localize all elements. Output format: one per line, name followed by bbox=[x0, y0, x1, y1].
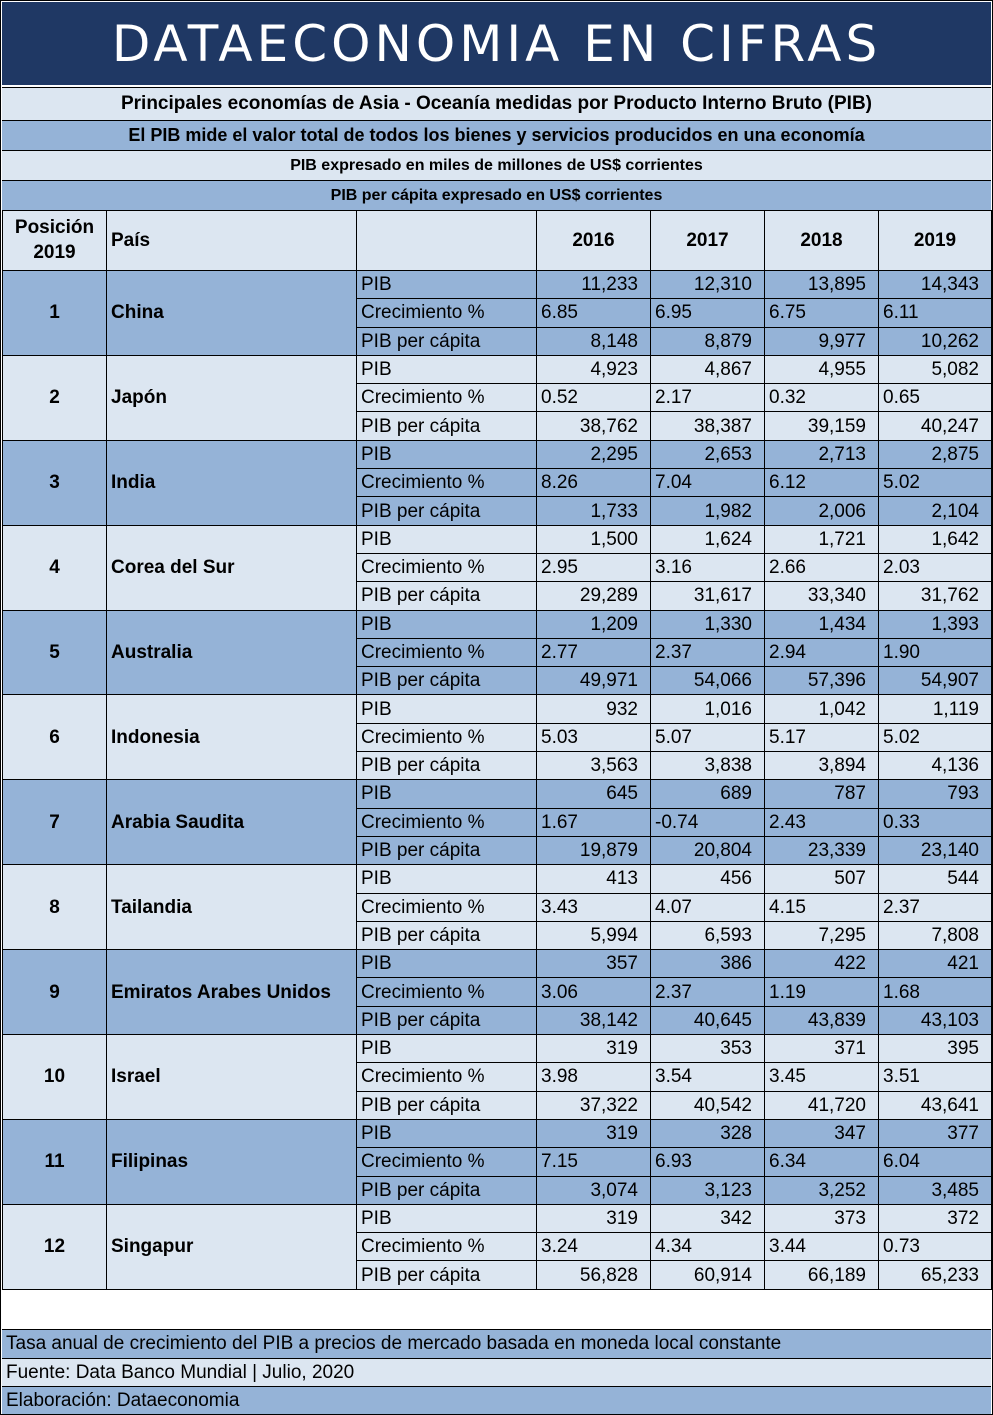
position-cell: 11 bbox=[3, 1119, 107, 1204]
table-row bbox=[3, 355, 992, 383]
table-row bbox=[3, 780, 992, 808]
value-cell: 1,500 bbox=[537, 525, 651, 553]
metric-label: PIB bbox=[357, 1119, 537, 1147]
header-position: Posición 2019 bbox=[3, 211, 107, 271]
metric-label: Crecimiento % bbox=[357, 1063, 537, 1091]
metric-label: PIB per cápita bbox=[357, 1006, 537, 1034]
value-cell: 3,123 bbox=[651, 1176, 765, 1204]
footer-source: Fuente: Data Banco Mundial | Julio, 2020 bbox=[2, 1358, 991, 1386]
value-cell: 41,720 bbox=[765, 1091, 879, 1119]
position-cell: 2 bbox=[3, 355, 107, 440]
value-cell: 2.66 bbox=[765, 553, 879, 581]
value-cell: 2,104 bbox=[879, 497, 992, 525]
value-cell: 7,295 bbox=[765, 921, 879, 949]
position-cell: 8 bbox=[3, 865, 107, 950]
position-cell: 4 bbox=[3, 525, 107, 610]
value-cell: 2.37 bbox=[651, 978, 765, 1006]
metric-label: Crecimiento % bbox=[357, 1148, 537, 1176]
value-cell: 2.03 bbox=[879, 553, 992, 581]
value-cell: 357 bbox=[537, 950, 651, 978]
position-cell: 12 bbox=[3, 1204, 107, 1289]
country-cell: Arabia Saudita bbox=[107, 780, 357, 865]
value-cell: 7,808 bbox=[879, 921, 992, 949]
value-cell: 3.98 bbox=[537, 1063, 651, 1091]
value-cell: 4,955 bbox=[765, 355, 879, 383]
value-cell: 1,434 bbox=[765, 610, 879, 638]
metric-label: PIB bbox=[357, 271, 537, 299]
value-cell: 386 bbox=[651, 950, 765, 978]
value-cell: 328 bbox=[651, 1119, 765, 1147]
value-cell: 6.95 bbox=[651, 299, 765, 327]
value-cell: 372 bbox=[879, 1204, 992, 1232]
metric-label: Crecimiento % bbox=[357, 638, 537, 666]
value-cell: 5.02 bbox=[879, 469, 992, 497]
country-cell: Emiratos Arabes Unidos bbox=[107, 950, 357, 1035]
table-row bbox=[3, 865, 992, 893]
value-cell: 3.06 bbox=[537, 978, 651, 1006]
position-cell: 7 bbox=[3, 780, 107, 865]
value-cell: 377 bbox=[879, 1119, 992, 1147]
country-cell: Japón bbox=[107, 355, 357, 440]
metric-label: PIB per cápita bbox=[357, 327, 537, 355]
value-cell: 43,839 bbox=[765, 1006, 879, 1034]
value-cell: 7.04 bbox=[651, 469, 765, 497]
value-cell: 37,322 bbox=[537, 1091, 651, 1119]
value-cell: 0.52 bbox=[537, 384, 651, 412]
metric-label: PIB per cápita bbox=[357, 1176, 537, 1204]
value-cell: 4.15 bbox=[765, 893, 879, 921]
value-cell: 38,387 bbox=[651, 412, 765, 440]
value-cell: 1,209 bbox=[537, 610, 651, 638]
metric-label: PIB per cápita bbox=[357, 1091, 537, 1119]
header-year: 2019 bbox=[879, 211, 992, 271]
header-year: 2016 bbox=[537, 211, 651, 271]
value-cell: 2.77 bbox=[537, 638, 651, 666]
value-cell: 6.93 bbox=[651, 1148, 765, 1176]
value-cell: 1,016 bbox=[651, 695, 765, 723]
value-cell: 54,907 bbox=[879, 667, 992, 695]
value-cell: 0.33 bbox=[879, 808, 992, 836]
value-cell: 413 bbox=[537, 865, 651, 893]
metric-label: Crecimiento % bbox=[357, 384, 537, 412]
value-cell: 5,994 bbox=[537, 921, 651, 949]
header-year: 2017 bbox=[651, 211, 765, 271]
metric-label: PIB bbox=[357, 950, 537, 978]
value-cell: 40,542 bbox=[651, 1091, 765, 1119]
metric-label: PIB per cápita bbox=[357, 497, 537, 525]
value-cell: 3,894 bbox=[765, 752, 879, 780]
value-cell: 14,343 bbox=[879, 271, 992, 299]
value-cell: 1.19 bbox=[765, 978, 879, 1006]
position-cell: 1 bbox=[3, 271, 107, 356]
value-cell: 2,006 bbox=[765, 497, 879, 525]
value-cell: 43,641 bbox=[879, 1091, 992, 1119]
country-cell: China bbox=[107, 271, 357, 356]
unit-note-pib: PIB expresado en miles de millones de US$ corrientes bbox=[2, 150, 991, 180]
value-cell: 1.90 bbox=[879, 638, 992, 666]
value-cell: 6.75 bbox=[765, 299, 879, 327]
table-row bbox=[3, 950, 992, 978]
position-cell: 5 bbox=[3, 610, 107, 695]
value-cell: 342 bbox=[651, 1204, 765, 1232]
country-cell: Australia bbox=[107, 610, 357, 695]
value-cell: 3,838 bbox=[651, 752, 765, 780]
value-cell: 421 bbox=[879, 950, 992, 978]
value-cell: 3,485 bbox=[879, 1176, 992, 1204]
value-cell: 3.51 bbox=[879, 1063, 992, 1091]
metric-label: PIB bbox=[357, 1035, 537, 1063]
value-cell: 1,982 bbox=[651, 497, 765, 525]
value-cell: 4,136 bbox=[879, 752, 992, 780]
value-cell: 10,262 bbox=[879, 327, 992, 355]
header-year: 2018 bbox=[765, 211, 879, 271]
value-cell: 20,804 bbox=[651, 836, 765, 864]
value-cell: 23,339 bbox=[765, 836, 879, 864]
value-cell: 2,875 bbox=[879, 440, 992, 468]
value-cell: 56,828 bbox=[537, 1261, 651, 1289]
value-cell: 57,396 bbox=[765, 667, 879, 695]
table-row bbox=[3, 695, 992, 723]
value-cell: 38,142 bbox=[537, 1006, 651, 1034]
table-row bbox=[3, 440, 992, 468]
value-cell: 689 bbox=[651, 780, 765, 808]
value-cell: 373 bbox=[765, 1204, 879, 1232]
value-cell: 65,233 bbox=[879, 1261, 992, 1289]
country-cell: Filipinas bbox=[107, 1119, 357, 1204]
position-cell: 3 bbox=[3, 440, 107, 525]
metric-label: PIB per cápita bbox=[357, 752, 537, 780]
value-cell: 1,119 bbox=[879, 695, 992, 723]
value-cell: 11,233 bbox=[537, 271, 651, 299]
value-cell: 3.44 bbox=[765, 1233, 879, 1261]
value-cell: 66,189 bbox=[765, 1261, 879, 1289]
value-cell: 6.85 bbox=[537, 299, 651, 327]
value-cell: 6.04 bbox=[879, 1148, 992, 1176]
value-cell: 13,895 bbox=[765, 271, 879, 299]
value-cell: 3,252 bbox=[765, 1176, 879, 1204]
metric-label: PIB per cápita bbox=[357, 412, 537, 440]
value-cell: 0.32 bbox=[765, 384, 879, 412]
value-cell: 6.12 bbox=[765, 469, 879, 497]
value-cell: 456 bbox=[651, 865, 765, 893]
value-cell: 2.94 bbox=[765, 638, 879, 666]
value-cell: 3,074 bbox=[537, 1176, 651, 1204]
metric-label: Crecimiento % bbox=[357, 1233, 537, 1261]
value-cell: 40,247 bbox=[879, 412, 992, 440]
value-cell: 60,914 bbox=[651, 1261, 765, 1289]
value-cell: 1,393 bbox=[879, 610, 992, 638]
value-cell: 353 bbox=[651, 1035, 765, 1063]
country-cell: Indonesia bbox=[107, 695, 357, 780]
value-cell: 33,340 bbox=[765, 582, 879, 610]
value-cell: 5.03 bbox=[537, 723, 651, 751]
metric-label: PIB bbox=[357, 525, 537, 553]
value-cell: 1,624 bbox=[651, 525, 765, 553]
gdp-table bbox=[2, 210, 992, 1290]
value-cell: 4.34 bbox=[651, 1233, 765, 1261]
value-cell: 1.67 bbox=[537, 808, 651, 836]
footer-note: Tasa anual de crecimiento del PIB a precios de mercado basada en moneda local constante bbox=[2, 1329, 991, 1358]
country-cell: India bbox=[107, 440, 357, 525]
value-cell: 29,289 bbox=[537, 582, 651, 610]
value-cell: 8.26 bbox=[537, 469, 651, 497]
value-cell: 1,721 bbox=[765, 525, 879, 553]
value-cell: 23,140 bbox=[879, 836, 992, 864]
metric-label: PIB bbox=[357, 780, 537, 808]
definition-note: El PIB mide el valor total de todos los bienes y servicios producidos en una economía bbox=[2, 120, 991, 150]
value-cell: 544 bbox=[879, 865, 992, 893]
metric-label: PIB per cápita bbox=[357, 667, 537, 695]
value-cell: 347 bbox=[765, 1119, 879, 1147]
value-cell: 1.68 bbox=[879, 978, 992, 1006]
value-cell: 1,042 bbox=[765, 695, 879, 723]
metric-label: Crecimiento % bbox=[357, 808, 537, 836]
header-country: País bbox=[107, 211, 357, 271]
value-cell: 371 bbox=[765, 1035, 879, 1063]
value-cell: 2.37 bbox=[651, 638, 765, 666]
footer-credit: Elaboración: Dataeconomia bbox=[2, 1386, 991, 1414]
value-cell: 8,879 bbox=[651, 327, 765, 355]
value-cell: 19,879 bbox=[537, 836, 651, 864]
value-cell: 6.11 bbox=[879, 299, 992, 327]
table-header-row bbox=[3, 211, 992, 271]
value-cell: 6.34 bbox=[765, 1148, 879, 1176]
value-cell: 4.07 bbox=[651, 893, 765, 921]
position-cell: 6 bbox=[3, 695, 107, 780]
country-cell: Corea del Sur bbox=[107, 525, 357, 610]
value-cell: 12,310 bbox=[651, 271, 765, 299]
metric-label: Crecimiento % bbox=[357, 299, 537, 327]
value-cell: 5.02 bbox=[879, 723, 992, 751]
value-cell: 2.95 bbox=[537, 553, 651, 581]
position-cell: 9 bbox=[3, 950, 107, 1035]
metric-label: PIB bbox=[357, 695, 537, 723]
value-cell: 932 bbox=[537, 695, 651, 723]
value-cell: 645 bbox=[537, 780, 651, 808]
value-cell: 2,713 bbox=[765, 440, 879, 468]
value-cell: 1,330 bbox=[651, 610, 765, 638]
value-cell: 54,066 bbox=[651, 667, 765, 695]
value-cell: 3.24 bbox=[537, 1233, 651, 1261]
value-cell: 319 bbox=[537, 1119, 651, 1147]
value-cell: 2,653 bbox=[651, 440, 765, 468]
banner-title: DATAECONOMIA EN CIFRAS bbox=[2, 2, 991, 85]
value-cell: 4,923 bbox=[537, 355, 651, 383]
metric-label: PIB bbox=[357, 610, 537, 638]
value-cell: 2.17 bbox=[651, 384, 765, 412]
metric-label: PIB bbox=[357, 1204, 537, 1232]
metric-label: PIB bbox=[357, 440, 537, 468]
value-cell: 9,977 bbox=[765, 327, 879, 355]
value-cell: 0.65 bbox=[879, 384, 992, 412]
value-cell: 3,563 bbox=[537, 752, 651, 780]
value-cell: 319 bbox=[537, 1204, 651, 1232]
value-cell: 3.43 bbox=[537, 893, 651, 921]
table-row bbox=[3, 1035, 992, 1063]
table-row bbox=[3, 525, 992, 553]
value-cell: 5.17 bbox=[765, 723, 879, 751]
subtitle: Principales economías de Asia - Oceanía medidas por Producto Interno Bruto (PIB) bbox=[2, 87, 991, 120]
value-cell: 2,295 bbox=[537, 440, 651, 468]
value-cell: 3.45 bbox=[765, 1063, 879, 1091]
value-cell: 2.43 bbox=[765, 808, 879, 836]
value-cell: 49,971 bbox=[537, 667, 651, 695]
value-cell: 31,617 bbox=[651, 582, 765, 610]
value-cell: 422 bbox=[765, 950, 879, 978]
value-cell: 1,733 bbox=[537, 497, 651, 525]
table-row bbox=[3, 271, 992, 299]
value-cell: 40,645 bbox=[651, 1006, 765, 1034]
value-cell: 5.07 bbox=[651, 723, 765, 751]
table-row bbox=[3, 610, 992, 638]
header-metric bbox=[357, 211, 537, 271]
value-cell: 319 bbox=[537, 1035, 651, 1063]
value-cell: 3.54 bbox=[651, 1063, 765, 1091]
value-cell: 2.37 bbox=[879, 893, 992, 921]
value-cell: 31,762 bbox=[879, 582, 992, 610]
metric-label: PIB per cápita bbox=[357, 921, 537, 949]
table-row bbox=[3, 1204, 992, 1232]
metric-label: Crecimiento % bbox=[357, 553, 537, 581]
value-cell: 7.15 bbox=[537, 1148, 651, 1176]
metric-label: PIB bbox=[357, 865, 537, 893]
country-cell: Singapur bbox=[107, 1204, 357, 1289]
value-cell: -0.74 bbox=[651, 808, 765, 836]
value-cell: 6,593 bbox=[651, 921, 765, 949]
unit-note-per-capita: PIB per cápita expresado en US$ corrientes bbox=[2, 180, 991, 210]
table-row bbox=[3, 1119, 992, 1147]
value-cell: 395 bbox=[879, 1035, 992, 1063]
metric-label: Crecimiento % bbox=[357, 469, 537, 497]
value-cell: 5,082 bbox=[879, 355, 992, 383]
metric-label: Crecimiento % bbox=[357, 978, 537, 1006]
metric-label: Crecimiento % bbox=[357, 723, 537, 751]
value-cell: 43,103 bbox=[879, 1006, 992, 1034]
metric-label: Crecimiento % bbox=[357, 893, 537, 921]
value-cell: 39,159 bbox=[765, 412, 879, 440]
metric-label: PIB per cápita bbox=[357, 582, 537, 610]
value-cell: 507 bbox=[765, 865, 879, 893]
metric-label: PIB per cápita bbox=[357, 836, 537, 864]
value-cell: 787 bbox=[765, 780, 879, 808]
country-cell: Tailandia bbox=[107, 865, 357, 950]
position-cell: 10 bbox=[3, 1035, 107, 1120]
metric-label: PIB bbox=[357, 355, 537, 383]
value-cell: 3.16 bbox=[651, 553, 765, 581]
value-cell: 4,867 bbox=[651, 355, 765, 383]
value-cell: 38,762 bbox=[537, 412, 651, 440]
value-cell: 1,642 bbox=[879, 525, 992, 553]
value-cell: 0.73 bbox=[879, 1233, 992, 1261]
metric-label: PIB per cápita bbox=[357, 1261, 537, 1289]
country-cell: Israel bbox=[107, 1035, 357, 1120]
value-cell: 793 bbox=[879, 780, 992, 808]
value-cell: 8,148 bbox=[537, 327, 651, 355]
